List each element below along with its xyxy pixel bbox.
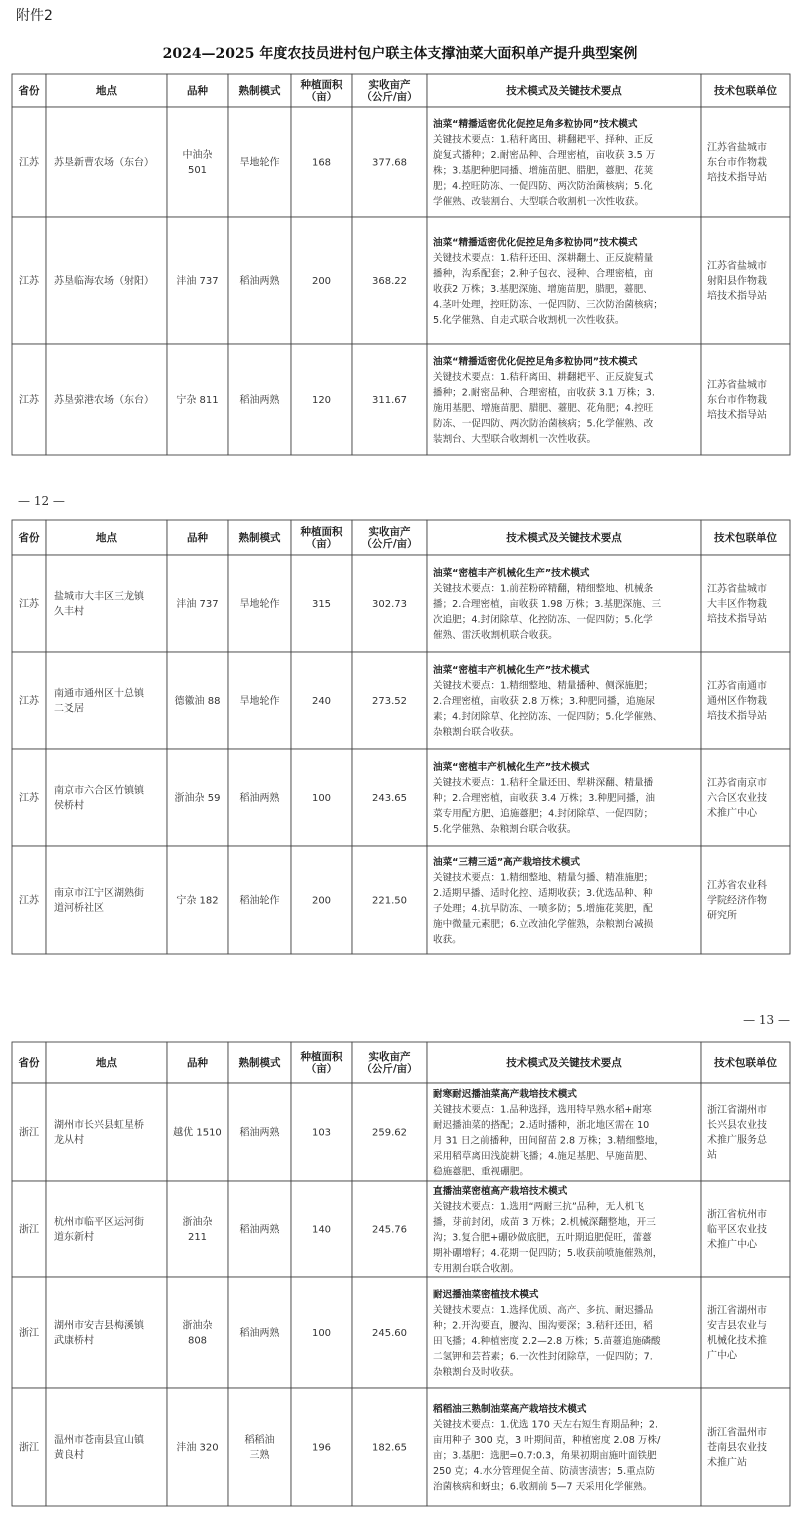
cell-tech-title: 油菜“密植丰产机械化生产”技术模式 — [433, 762, 590, 773]
cell-unit: 江苏省农业科学院经济作物研究所 — [707, 880, 767, 922]
cell-tech-body: 关键技术要点：1.秸秆离田、耕翻耙平、择种、正反旋复式播种；2.耐密品种、合理密植，亩收获 3.5 万株；3.基肥种肥同播、增施苗肥、腊肥，薹肥、花荚肥；4.控旺防冻、一促四防、两次防治菌核病；5.化学催熟、改装割台、大型联合收割机一次性收获。 — [433, 134, 656, 208]
cell-location: 南京市六合区竹镇镇侯桥村 — [54, 785, 144, 812]
table-cell — [701, 1277, 790, 1388]
cell-location: 苏垦弶港农场（东台） — [54, 395, 154, 406]
cell-location: 南京市江宁区湖熟街道河桥社区 — [54, 888, 144, 914]
header-label-yield: 实收亩产（公斤/亩） — [361, 1051, 418, 1075]
cell-yield: 259.62 — [372, 1127, 407, 1139]
cell-tech-body: 关键技术要点：1.选用“两耐三抗”品种，无人机飞播，芽前封闭，成苗 3 万株；2.机械深翻整地，开三沟；3.复合肥+硼砂做底肥，五叶期追肥促旺，蕾薹期补硼增籽；4.花期一促四防；5.收获前喷施催熟剂，专用割台联合收割。 — [433, 1201, 663, 1275]
cell-mode: 稻稻油三熟 — [244, 1435, 275, 1461]
cell-tech-body: 关键技术要点：1.品种选择，选用特早熟水稻+耐寒耐迟播油菜的搭配；2.适时播种，浙北地区需在 10 月 31 日之前播种，田间留苗 2.8 万株；3.精细整地，采用稻草离田浅旋耕飞播；4.施足基肥、早施苗肥、稳施薹肥、重视硼肥。 — [433, 1104, 665, 1178]
table-cell — [701, 1083, 790, 1181]
tables-layer — [12, 74, 790, 1506]
cell-unit: 浙江省温州市苍南县农业技术推广站 — [707, 1427, 767, 1469]
cell-mode: 稻油两熟 — [239, 793, 280, 804]
table-row — [12, 344, 790, 455]
table-row — [12, 846, 790, 954]
cell-variety: 德徽油 88 — [174, 696, 221, 707]
cell-variety: 越优 1510 — [173, 1127, 222, 1139]
cell-area: 240 — [311, 696, 332, 707]
cell-area: 140 — [311, 1224, 332, 1236]
cell-tech-body: 关键技术要点：1.秸秆全量还田、犁耕深翻、精量播种；2.合理密植，亩收获 3.4 万株；3.种肥同播，油菜专用配方肥、追施薹肥；4.封闭除草、一促四防； 5.化学催熟、杂粮割台联合收获。 — [433, 777, 655, 835]
cell-area: 103 — [311, 1127, 332, 1139]
cell-area: 168 — [311, 157, 332, 169]
cell-unit: 浙江省湖州市长兴县农业技术推广服务总站 — [707, 1105, 767, 1161]
table-row — [12, 652, 790, 749]
cell-variety: 浙油杂 211 — [182, 1217, 213, 1243]
table-row — [12, 1083, 790, 1181]
cell-province: 江苏 — [19, 696, 39, 707]
cell-province: 浙江 — [19, 1127, 39, 1139]
cell-unit: 江苏省盐城市东台市作物栽培技术指导站 — [707, 380, 767, 421]
attachment-label: 附件2 — [16, 8, 53, 24]
header-label-location: 地点 — [96, 1057, 117, 1069]
table-row — [12, 217, 790, 344]
cell-yield: 377.68 — [372, 157, 407, 169]
case-table-3 — [12, 1042, 790, 1506]
cell-tech-title: 耐迟播油菜密植技术模式 — [433, 1289, 539, 1301]
cell-variety: 沣油 737 — [176, 276, 219, 287]
cell-yield: 273.52 — [372, 696, 407, 707]
table-cell — [46, 1277, 167, 1388]
cell-tech-title: 稻稻油三熟制油菜高产栽培技术模式 — [433, 1403, 587, 1415]
cell-tech-title: 油菜“精播适密优化促控足角多粒协同”技术模式 — [433, 356, 638, 368]
header-label-tech: 技术模式及关键技术要点 — [506, 532, 622, 544]
table-cell — [46, 1388, 167, 1506]
cell-tech-body: 关键技术要点：1.精细整地、精量匀播、精准施肥； 2.适期早播、适时化控、适期收获；3.优选品种、种子处理；4.抗旱防冻、一喷多防；5.增施花荚肥，配施中微量元素肥；6.立改油化学催熟，杂粮割台减损收获。 — [433, 872, 654, 946]
cell-yield: 243.65 — [372, 793, 407, 804]
header-label-yield: 实收亩产（公斤/亩） — [361, 79, 418, 103]
cell-location: 湖州市安吉县梅溪镇武康桥村 — [54, 1320, 144, 1347]
cell-yield: 302.73 — [372, 599, 407, 610]
cell-tech-title: 油菜“三精三适”高产栽培技术模式 — [433, 856, 580, 868]
cell-tech-body: 关键技术要点：1.秸秆离田、耕翻耙平、正反旋复式播种；2.耐密品种、合理密植，亩收获 3.1 万株；3.施用基肥、增施苗肥、腊肥、薹肥、花角肥；4.控旺防冻、一促四防、两次防治菌核病；5.化学催熟、改装割台、大型联合收割机一次性收获。 — [433, 371, 655, 445]
header-label-unit: 技术包联单位 — [714, 85, 777, 97]
cell-province: 江苏 — [19, 157, 39, 169]
cell-area: 200 — [311, 895, 332, 907]
table-cell — [46, 846, 167, 954]
cell-area: 315 — [311, 599, 332, 610]
cell-location: 苏垦临海农场（射阳） — [54, 276, 154, 287]
cell-mode: 旱地轮作 — [239, 157, 280, 169]
page-number-13: — 13 — — [743, 1013, 790, 1027]
table-header-row — [12, 1042, 790, 1083]
case-table-1 — [12, 74, 790, 455]
table-cell — [46, 1083, 167, 1181]
header-label-mode: 熟制模式 — [238, 1057, 281, 1069]
header-label-location: 地点 — [96, 532, 117, 544]
cell-variety: 浙油杂 59 — [174, 793, 221, 804]
header-label-province: 省份 — [18, 1057, 40, 1069]
cell-mode: 稻油两熟 — [239, 1127, 280, 1139]
page-number-12: — 12 — — [18, 494, 65, 508]
cell-province: 江苏 — [19, 395, 39, 406]
header-label-tech: 技术模式及关键技术要点 — [506, 1057, 622, 1069]
cell-province: 江苏 — [19, 599, 39, 610]
header-label-mode: 熟制模式 — [238, 532, 281, 544]
cell-mode: 稻油两熟 — [239, 395, 280, 406]
header-label-area: 种植面积（亩） — [300, 79, 343, 103]
cell-variety: 沣油 320 — [176, 1442, 219, 1454]
table-cell — [46, 652, 167, 749]
cell-yield: 221.50 — [372, 895, 407, 907]
header-label-province: 省份 — [18, 532, 40, 544]
table-header-row — [12, 74, 790, 107]
header-label-unit: 技术包联单位 — [714, 1057, 777, 1069]
table-row — [12, 107, 790, 217]
document-title: 2024—2025 年度农技员进村包户联主体支撑油菜大面积单产提升典型案例 — [162, 46, 638, 62]
table-row — [12, 555, 790, 652]
header-label-unit: 技术包联单位 — [714, 532, 777, 544]
cell-unit: 江苏省盐城市大丰区作物栽培技术指导站 — [707, 584, 767, 625]
cell-area: 196 — [311, 1442, 332, 1454]
cell-location: 温州市苍南县宜山镇黄良村 — [54, 1435, 144, 1461]
header-label-area: 种植面积（亩） — [300, 1051, 343, 1075]
cell-tech-title: 油菜“密植丰产机械化生产”技术模式 — [433, 665, 590, 676]
header-label-yield: 实收亩产（公斤/亩） — [361, 526, 418, 550]
cell-variety: 中油杂 501 — [182, 150, 213, 176]
table-row — [12, 749, 790, 846]
cell-location: 苏垦新曹农场（东台） — [54, 157, 154, 169]
cell-province: 浙江 — [19, 1442, 39, 1454]
cell-location: 盐城市大丰区三龙镇久丰村 — [54, 591, 144, 618]
header-label-area: 种植面积（亩） — [300, 526, 343, 550]
table-cell — [228, 1388, 291, 1506]
cell-mode: 稻油两熟 — [239, 1224, 280, 1236]
table-cell — [167, 1277, 228, 1388]
cell-unit: 江苏省盐城市射阳县作物栽培技术指导站 — [707, 261, 767, 302]
cell-mode: 稻油两熟 — [239, 1328, 280, 1339]
cell-unit: 浙江省杭州市临平区农业技术推广中心 — [707, 1209, 767, 1251]
cell-yield: 368.22 — [372, 276, 407, 287]
cell-mode: 稻油轮作 — [239, 895, 280, 907]
table-row — [12, 1388, 790, 1506]
cell-variety: 宁杂 182 — [176, 895, 219, 907]
cell-tech-title: 油菜“精播适密优化促控足角多粒协同”技术模式 — [433, 237, 638, 249]
header-label-variety: 品种 — [187, 532, 208, 544]
cell-yield: 245.60 — [372, 1328, 407, 1339]
cell-unit: 江苏省南京市六合区农业技术推广中心 — [707, 778, 767, 819]
cell-tech-title: 直播油菜密植高产栽培技术模式 — [433, 1185, 568, 1197]
cell-variety: 浙油杂 808 — [182, 1320, 213, 1347]
cell-tech-body: 关键技术要点：1.选择优质、高产、多抗、耐迟播品种；2.开沟要直，腰沟、围沟要深；3.秸秆还田，稻田飞播；4.种植密度 2.2—2.8 万株；5.苗薹追施磷酸二氢钾和芸苔素；6.一次性封闭除草，一促四防；7.杂粮割台及时收获。 — [433, 1304, 661, 1378]
table-row — [12, 1181, 790, 1277]
header-label-province: 省份 — [18, 85, 40, 97]
table-header-row — [12, 520, 790, 555]
header-label-variety: 品种 — [187, 85, 208, 97]
header-label-location: 地点 — [96, 85, 117, 97]
cell-variety: 宁杂 811 — [176, 395, 219, 406]
cell-unit: 江苏省盐城市东台市作物栽培技术指导站 — [707, 142, 767, 184]
case-table-2 — [12, 520, 790, 954]
cell-tech-body: 关键技术要点：1.精细整地、精量播种、侧深施肥； 2.合理密植，亩收获 2.8 万株；3.种肥同播，追施尿素；4.封闭除草、化控防冻、一促四防；5.化学催熟、杂粮割台联合收获。 — [433, 680, 663, 738]
header-label-variety: 品种 — [187, 1057, 208, 1069]
cell-province: 江苏 — [19, 895, 39, 907]
table-cell — [167, 107, 228, 217]
cell-mode: 稻油两熟 — [239, 276, 280, 287]
cell-unit: 浙江省湖州市安吉县农业与机械化技术推广中心 — [707, 1305, 767, 1362]
header-label-mode: 熟制模式 — [238, 85, 281, 97]
cell-location: 杭州市临平区运河街道东新村 — [54, 1217, 144, 1243]
cell-location: 湖州市长兴县虹星桥龙从村 — [54, 1120, 144, 1146]
cell-location: 南通市通州区十总镇二爻居 — [54, 688, 144, 715]
cell-mode: 旱地轮作 — [239, 599, 280, 610]
cell-tech-title: 油菜“精播适密优化促控足角多粒协同”技术模式 — [433, 118, 638, 130]
cell-yield: 182.65 — [372, 1442, 407, 1454]
cell-yield: 245.76 — [372, 1224, 407, 1236]
table-cell — [46, 555, 167, 652]
cell-tech-body: 关键技术要点：1.优选 170 天左右短生育期品种；2.亩用种子 300 克，3 叶期间苗，种植密度 2.08 万株/亩；3.基肥：选肥=0.7:0.3，角果初期亩施叶面铁肥 250 克；4.水分管理促全苗、防渍害渍害；5.重点防治菌核病和蚜虫；6.收割前 5—7 天采用化学催熟。 — [433, 1419, 661, 1493]
cell-area: 100 — [311, 793, 332, 804]
cell-tech-body: 关键技术要点：1.秸秆还田、深耕翻土、正反旋精量播种，沟系配套；2.种子包衣、浸种、合理密植，亩收获2 万株；3.基肥深施、增施苗肥，腊肥，薹肥、 4.茎叶处理，控旺防冻、一促四防、三次防治菌核病； 5.化学催熟、自走式联合收割机一次性收获。 — [433, 252, 663, 326]
cell-unit: 江苏省南通市通州区作物栽培技术指导站 — [707, 681, 767, 722]
cell-mode: 旱地轮作 — [239, 696, 280, 707]
cell-tech-body: 关键技术要点：1.前茬粉碎精翻，精细整地、机械条播；2.合理密植，亩收获 1.98 万株；3.基肥深施、三次追肥；4.封闭除草、化控防冻、一促四防；5.化学催熟、雷沃收割机联合收获。 — [433, 583, 662, 641]
cell-area: 120 — [311, 395, 332, 406]
cell-variety: 沣油 737 — [176, 599, 219, 610]
cell-province: 浙江 — [19, 1328, 39, 1339]
table-cell — [46, 749, 167, 846]
header-label-tech: 技术模式及关键技术要点 — [506, 85, 622, 97]
table-row — [12, 1277, 790, 1388]
cell-tech-title: 油菜“密植丰产机械化生产”技术模式 — [433, 568, 590, 579]
cell-yield: 311.67 — [372, 395, 407, 406]
table-cell — [46, 1181, 167, 1277]
cell-province: 浙江 — [19, 1224, 39, 1236]
cell-province: 江苏 — [19, 793, 39, 804]
table-cell — [167, 1181, 228, 1277]
cell-area: 200 — [311, 276, 332, 287]
cell-province: 江苏 — [19, 276, 39, 287]
cell-area: 100 — [311, 1328, 332, 1339]
cell-tech-title: 耐寒耐迟播油菜高产栽培技术模式 — [433, 1088, 577, 1100]
